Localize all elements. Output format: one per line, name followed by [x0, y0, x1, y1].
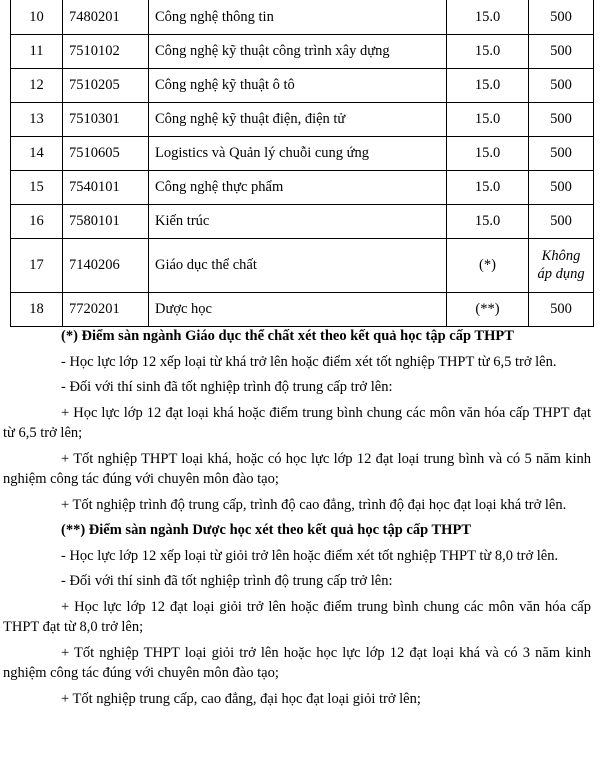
majors-table	[10, 0, 594, 327]
table-row	[11, 0, 594, 34]
pe-floor-heading: (*) Điểm sàn ngành Giáo dục thể chất xét theo kết quả học tập cấp THPT	[61, 328, 514, 344]
table-row	[11, 238, 594, 292]
quota-cell: 500	[529, 204, 594, 238]
pharmacy-criterion-2: - Đối với thí sinh đã tốt nghiệp trình độ trung cấp trở lên:	[61, 573, 393, 589]
major-code-cell: 7140206	[63, 238, 149, 292]
quota-cell: 500	[529, 68, 594, 102]
pharmacy-criterion-1: - Học lực lớp 12 xếp loại từ giỏi trở lên hoặc điểm xét tốt nghiệp THPT từ 8,0 trở lên.	[61, 547, 559, 564]
major-name-cell: Kiến trúc	[149, 204, 447, 238]
major-code-cell: 7480201	[63, 0, 149, 34]
row-number-cell: 12	[11, 68, 63, 102]
floor-score-cell: 15.0	[447, 204, 529, 238]
major-name-cell: Công nghệ kỹ thuật điện, điện tử	[149, 102, 447, 136]
quota-cell: 500	[529, 136, 594, 170]
row-number-cell: 13	[11, 102, 63, 136]
table-row	[11, 292, 594, 326]
table-row	[11, 136, 594, 170]
quota-cell: 500	[529, 292, 594, 326]
row-number-cell: 14	[11, 136, 63, 170]
major-code-cell: 7510205	[63, 68, 149, 102]
floor-score-cell: (**)	[447, 292, 529, 326]
floor-score-cell: 15.0	[447, 102, 529, 136]
floor-score-cell: 15.0	[447, 170, 529, 204]
quota-cell: Không áp dụng	[529, 238, 594, 292]
row-number-cell: 10	[11, 0, 63, 34]
major-name-cell: Công nghệ thông tin	[149, 0, 447, 34]
table-row	[11, 68, 594, 102]
pe-criterion-1: - Học lực lớp 12 xếp loại từ khá trở lên hoặc điểm xét tốt nghiệp THPT từ 6,5 trở lên.	[61, 353, 557, 370]
floor-score-cell: 15.0	[447, 68, 529, 102]
major-name-cell: Dược học	[149, 292, 447, 326]
pharmacy-criterion-4: + Tốt nghiệp THPT loại giỏi trở lên hoặc học lực lớp 12 đạt loại khá và có 3 năm kinh nghiệm công tác đúng với chuyên môn đào tạo;	[3, 644, 591, 681]
floor-score-cell: 15.0	[447, 0, 529, 34]
pharmacy-criterion-5: + Tốt nghiệp trung cấp, cao đẳng, đại học đạt loại giỏi trở lên;	[61, 690, 421, 707]
pharmacy-criterion-3: + Học lực lớp 12 đạt loại giỏi trở lên hoặc điểm trung bình chung các môn văn hóa cấp THPT đạt từ 8,0 trở lên;	[3, 598, 591, 635]
major-name-cell: Logistics và Quản lý chuỗi cung ứng	[149, 136, 447, 170]
row-number-cell: 11	[11, 34, 63, 68]
major-code-cell: 7720201	[63, 292, 149, 326]
row-number-cell: 17	[11, 238, 63, 292]
pe-criterion-4: + Tốt nghiệp THPT loại khá, hoặc có học lực lớp 12 đạt loại trung bình và có 5 năm kinh nghiệm công tác đúng với chuyên môn đào tạo;	[3, 450, 591, 487]
quota-cell: 500	[529, 102, 594, 136]
table-row	[11, 204, 594, 238]
floor-score-cell: (*)	[447, 238, 529, 292]
quota-cell: 500	[529, 34, 594, 68]
table-row	[11, 34, 594, 68]
majors-table-body	[11, 0, 594, 326]
major-code-cell: 7580101	[63, 204, 149, 238]
table-row	[11, 170, 594, 204]
major-code-cell: 7510102	[63, 34, 149, 68]
major-code-cell: 7510301	[63, 102, 149, 136]
pe-criterion-2: - Đối với thí sinh đã tốt nghiệp trình độ trung cấp trở lên:	[61, 379, 393, 395]
notes-section	[3, 326, 591, 709]
pe-criterion-3: + Học lực lớp 12 đạt loại khá hoặc điểm trung bình chung các môn văn hóa cấp THPT đạt từ 6,5 trở lên;	[3, 404, 591, 441]
quota-cell: 500	[529, 0, 594, 34]
row-number-cell: 15	[11, 170, 63, 204]
major-name-cell: Giáo dục thể chất	[149, 238, 447, 292]
floor-score-cell: 15.0	[447, 34, 529, 68]
pharmacy-floor-heading: (**) Điểm sàn ngành Dược học xét theo kết quả học tập cấp THPT	[61, 522, 471, 538]
major-code-cell: 7510605	[63, 136, 149, 170]
major-code-cell: 7540101	[63, 170, 149, 204]
row-number-cell: 16	[11, 204, 63, 238]
quota-cell: 500	[529, 170, 594, 204]
major-name-cell: Công nghệ kỹ thuật ô tô	[149, 68, 447, 102]
major-name-cell: Công nghệ thực phẩm	[149, 170, 447, 204]
pe-criterion-5: + Tốt nghiệp trình độ trung cấp, trình độ cao đẳng, trình độ đại học đạt loại khá trở lên.	[61, 496, 567, 513]
row-number-cell: 18	[11, 292, 63, 326]
floor-score-cell: 15.0	[447, 136, 529, 170]
major-name-cell: Công nghệ kỹ thuật công trình xây dựng	[149, 34, 447, 68]
table-row	[11, 102, 594, 136]
